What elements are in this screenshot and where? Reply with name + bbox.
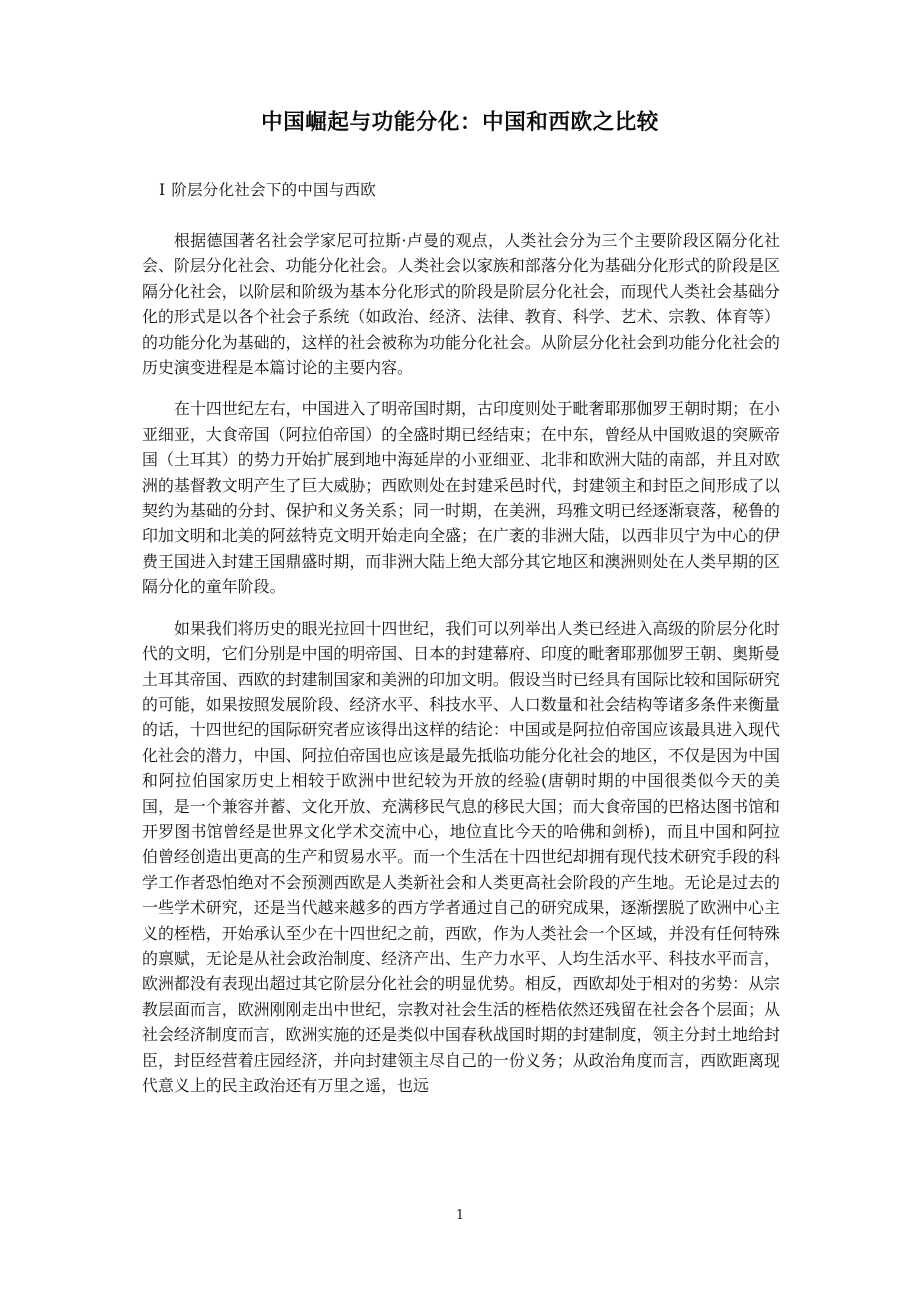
- section-heading-text: 阶层分化社会下的中国与西欧: [171, 181, 376, 199]
- page-title: 中国崛起与功能分化：中国和西欧之比较: [261, 110, 659, 135]
- section-numeral: I: [159, 181, 166, 199]
- body-text: [142, 228, 780, 1098]
- paragraph: 如果我们将历史的眼光拉回十四世纪，我们可以列举出人类已经进入高级的阶层分化时代的文明，它们分别是中国的明帝国、日本的封建幕府、印度的毗奢耶那伽罗王朝、奥斯曼土耳其帝国、西欧的封建制国家和美洲的印加文明。假设当时已经具有国际比较和国际研究的可能，如果按照发展阶段、经济水平、科技水平、人口数量和社会结构等诸多条件来衡量的话，十四世纪的国际研究者应该得出这样的结论：中国或是阿拉伯帝国应该最具进入现代化社会的潜力，中国、阿拉伯帝国也应该是最先抵临功能分化社会的地区，不仅是因为中国和阿拉伯国家历史上相较于欧洲中世纪较为开放的经验(唐朝时期的中国很类似今天的美国，是一个兼容并蓄、文化开放、充满移民气息的移民大国；而大食帝国的巴格达图书馆和开罗图书馆曾经是世界文化学术交流中心，地位直比今天的哈佛和剑桥)，而且中国和阿拉伯曾经创造出更高的生产和贸易水平。而一个生活在十四世纪却拥有现代技术研究手段的科学工作者恐怕绝对不会预测西欧是人类新社会和人类更高社会阶段的产生地。无论是过去的一些学术研究，还是当代越来越多的西方学者通过自己的研究成果，逐渐摆脱了欧洲中心主义的桎梏，开始承认至少在十四世纪之前，西欧，作为人类社会一个区域，并没有任何特殊的禀赋，无论是从社会政治制度、经济产出、生产力水平、人均生活水平、科技水平而言，欧洲都没有表现出超过其它阶层分化社会的明显优势。相反，西欧却处于相对的劣势：从宗教层面而言，欧洲刚刚走出中世纪，宗教对社会生活的桎梏依然还残留在社会各个层面；从社会经济制度而言，欧洲实施的还是类似中国春秋战国时期的封建制度，领主分封土地给封臣，封臣经营着庄园经济，并向封建领主尽自己的一份义务；从政治角度而言，西欧距离现代意义上的民主政治还有万里之遥，也远: [142, 618, 780, 1095]
- section-heading: [142, 178, 780, 203]
- paragraph: 在十四世纪左右，中国进入了明帝国时期，古印度则处于毗奢耶那伽罗王朝时期；在小亚细亚，大食帝国（阿拉伯帝国）的全盛时期已经结束；在中东，曾经从中国败退的突厥帝国（土耳其）的势力开始扩展到地中海延岸的小亚细亚、北非和欧洲大陆的南部，并且对欧洲的基督教文明产生了巨大威胁；西欧则处在封建采邑时代，封建领主和封臣之间形成了以契约为基础的分封、保护和义务关系；同一时期，在美洲，玛雅文明已经逐渐衰落，秘鲁的印加文明和北美的阿兹特克文明开始走向全盛；在广袤的非洲大陆，以西非贝宁为中心的伊费王国进入封建王国鼎盛时期，而非洲大陆上绝大部分其它地区和澳洲则处在人类早期的区隔分化的童年阶段。: [142, 399, 780, 597]
- page-number: 1: [455, 1208, 465, 1223]
- paragraph: 根据德国著名社会学家尼可拉斯·卢曼的观点，人类社会分为三个主要阶段区隔分化社会、阶层分化社会、功能分化社会。人类社会以家族和部落分化为基础分化形式的阶段是区隔分化社会，以阶层和阶级为基本分化形式的阶段是阶层分化社会，而现代人类社会基础分化的形式是以各个社会子系统（如政治、经济、法律、教育、科学、艺术、宗教、体育等）的功能分化为基础的，这样的社会被称为功能分化社会。从阶层分化社会到功能分化社会的历史演变进程是本篇讨论的主要内容。: [142, 231, 780, 378]
